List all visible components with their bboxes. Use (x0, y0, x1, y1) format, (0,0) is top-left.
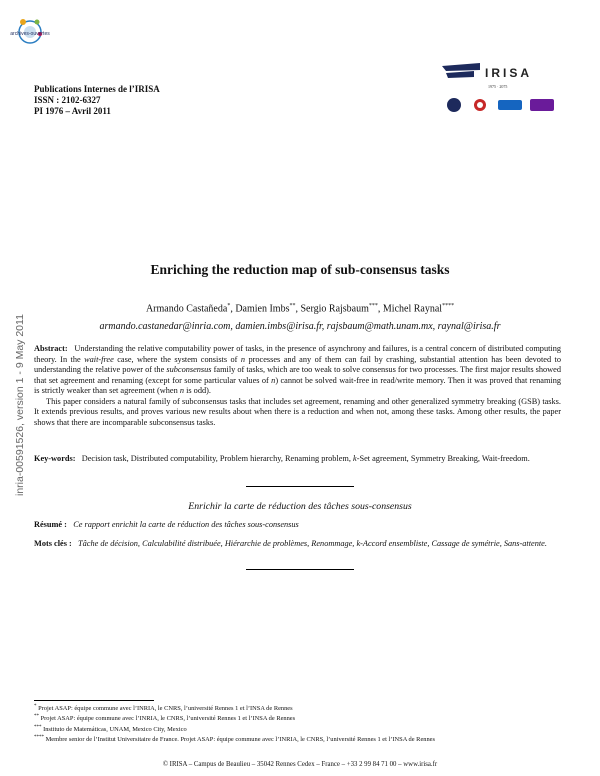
footnote (34, 713, 435, 723)
footnote-text: Projet ASAP: équipe commune avec l’INRIA, le CNRS, l’université Rennes 1 et l’INSA de Rennes (38, 705, 293, 713)
author-separator: , (377, 303, 383, 315)
author-name: Armando Castañeda (145, 303, 228, 315)
footnote-mark: **** (34, 734, 44, 740)
keywords-math: k (353, 454, 357, 463)
keywords (34, 454, 561, 465)
footnote-mark: * (34, 704, 37, 709)
hal-logo (10, 14, 50, 46)
abstract-math: n (179, 386, 184, 395)
publication-info (34, 84, 160, 117)
abstract-term: subconsensus (166, 365, 212, 374)
footnote-text: Instituto de Matemáticas, UNAM, Mexico City, Mexico (43, 725, 187, 733)
pub-issn: ISSN : 2102-6327 (34, 95, 101, 105)
footnote (34, 703, 435, 713)
mots-cles (34, 539, 561, 550)
resume (34, 520, 561, 531)
hal-logo-graphic (10, 14, 50, 46)
divider (246, 569, 354, 570)
author-mark: *** (368, 303, 378, 309)
irisa-flag-icon (440, 62, 484, 82)
keywords-label: Key-words: (34, 454, 76, 463)
mots-cles-text: Tâche de décision, Calculabilité distribuée, Hiérarchie de problèmes, Renommage, k-Accord ensembliste, Cassage de symétrie, Sans-attente. (78, 539, 547, 548)
author-name: Sergio Rajsbaum (300, 303, 369, 315)
abstract-math: n (240, 354, 246, 364)
author-mark: ** (289, 303, 296, 309)
footnotes (34, 703, 435, 744)
footnote-text: Membre senior de l’Institut Universitaire de France. Projet ASAP: équipe commune avec l’INRIA, le CNRS, l’université Rennes 1 et l’INSA de Rennes (45, 736, 436, 744)
abstract-paragraph (34, 344, 561, 397)
pub-number: PI 1976 – Avril 2011 (34, 106, 111, 116)
resume-label: Résumé : (34, 520, 67, 529)
abstract-text: Understanding the relative computability power of tasks, in the presence of asynchrony and failures, is a central concern of distributed computing theory. In the (34, 344, 561, 364)
abstract-text: family of tasks, which are too weak to solve consensus for two processes. The first major results showed that set agreement and renaming (except for some particular values of (34, 365, 561, 385)
abstract-math: n (271, 375, 276, 385)
abstract-text: processes and any of them can fail by crashing, substantial attention has been devoted to understanding the relative power of the (34, 354, 561, 374)
partner-logos-graphic (446, 97, 558, 113)
resume-text: Ce rapport enrichit la carte de réduction des tâches sous-consensus (73, 520, 299, 529)
abstract-text: ) cannot be solved wait-free in read/write memory. Then it was proved that renaming is strictly weaker than set agreement (when (34, 375, 562, 395)
irisa-logo (440, 62, 555, 87)
footnote-mark: *** (34, 724, 42, 730)
author-mark: **** (442, 303, 455, 309)
footnote (34, 734, 435, 744)
partner-logos (446, 97, 558, 113)
footnote-text: Projet ASAP: équipe commune avec l’INRIA, le CNRS, l’université Rennes 1 et l’INSA de Rennes (40, 715, 296, 723)
keywords-text: -Set agreement, Symmetry Breaking, Wait-freedom. (356, 454, 530, 463)
keywords-text: Decision task, Distributed computability, Problem hierarchy, Renaming problem, (81, 454, 353, 463)
french-title: Enrichir la carte de réduction des tâches sous-consensus (188, 501, 412, 512)
author-separator: , (230, 303, 236, 315)
hal-logo-text: archives-ouvertes (10, 31, 50, 37)
footnote (34, 724, 435, 734)
irisa-name: IRISA (485, 66, 533, 80)
hal-identifier: inria-00591526, version 1 - 9 May 2011 (14, 314, 26, 496)
abstract-text: case, where the system consists of (113, 354, 241, 364)
abstract-label: Abstract: (34, 344, 68, 353)
abstract (34, 344, 561, 428)
author-name: Michel Raynal (382, 303, 443, 315)
irisa-years: 1975 · 2075 (488, 84, 508, 89)
page-footer: © IRISA – Campus de Beaulieu – 35042 Rennes Cedex – France – +33 2 99 84 71 00 – www.irisa.fr (162, 761, 438, 768)
author-emails: armando.castanedar@inria.com, damien.imbs@irisa.fr, rajsbaum@math.unam.mx, raynal@irisa.fr (99, 321, 501, 332)
author-separator: , (295, 303, 301, 315)
abstract-paragraph: This paper considers a natural family of subconsensus tasks that includes set agreement, renaming and other generalized symmetry breaking (GSB) tasks. It extends previous results, and proves various new results about when there is a reduction and when not, among these tasks. Among other results, the paper shows that there are incomparable subconsensus tasks. (34, 396, 561, 427)
author-list (0, 303, 600, 314)
paper-title: Enriching the reduction map of sub-consensus tasks (150, 262, 450, 277)
divider (246, 486, 354, 487)
mots-cles-label: Mots clés : (34, 539, 72, 548)
abstract-term: wait-free (84, 354, 114, 364)
abstract-text: is odd). (184, 386, 211, 395)
author-name: Damien Imbs (235, 303, 290, 315)
footnote-rule (34, 700, 154, 701)
pub-series: Publications Internes de l’IRISA (34, 84, 160, 94)
author-mark: * (227, 303, 231, 309)
footnote-mark: ** (34, 714, 39, 720)
